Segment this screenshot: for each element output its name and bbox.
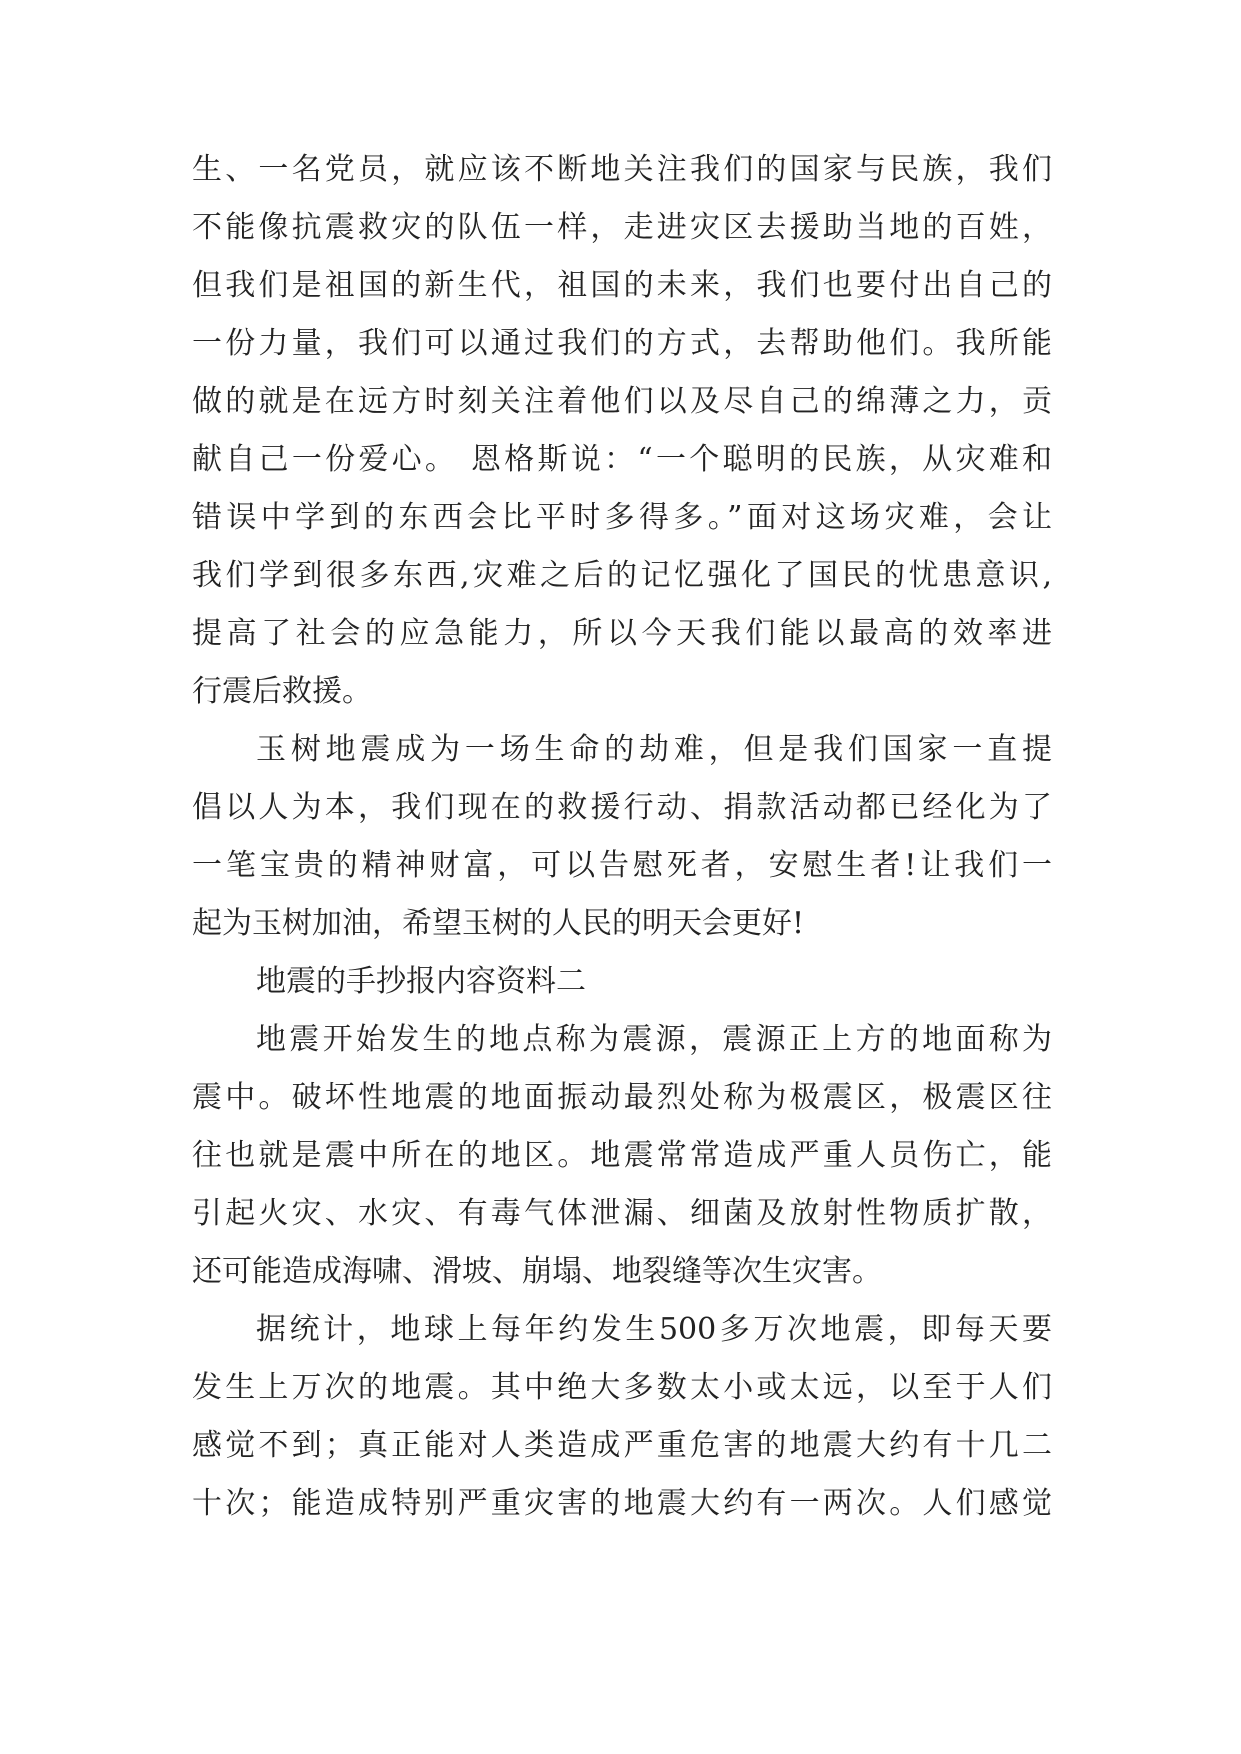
text-line-4: 一份力量，我们可以通过我们的方式，去帮助他们。我所能 (192, 326, 1052, 361)
text-line-14: 起为玉树加油，希望玉树的人民的明天会更好! (192, 906, 805, 941)
text-line-2: 不能像抗震救灾的队伍一样，走进灾区去援助当地的百姓， (192, 210, 1052, 245)
text-line-18: 往也就是震中所在的地区。地震常常造成严重人员伤亡，能 (192, 1138, 1052, 1173)
text-line-1: 生、一名党员，就应该不断地关注我们的国家与民族，我们 (192, 152, 1052, 187)
text-line-24: 十次；能造成特别严重灾害的地震大约有一两次。人们感觉 (192, 1486, 1052, 1521)
text-line-23: 感觉不到；真正能对人类造成严重危害的地震大约有十几二 (192, 1428, 1052, 1463)
text-line-6: 献自己一份爱心。 恩格斯说：“一个聪明的民族，从灾难和 (192, 442, 1052, 477)
section-heading: 地震的手抄报内容资料二 (256, 964, 586, 999)
text-line-3: 但我们是祖国的新生代，祖国的未来，我们也要付出自己的 (192, 268, 1052, 303)
text-line-9: 提高了社会的应急能力，所以今天我们能以最高的效率进 (192, 616, 1052, 651)
text-line-16: 地震开始发生的地点称为震源，震源正上方的地面称为 (256, 1022, 1052, 1057)
text-line-12: 倡以人为本，我们现在的救援行动、捐款活动都已经化为了 (192, 790, 1052, 825)
text-line-10: 行震后救援。 (192, 674, 372, 709)
text-line-8: 我们学到很多东西,灾难之后的记忆强化了国民的忧患意识, (192, 558, 1052, 593)
text-line-19: 引起火灾、水灾、有毒气体泄漏、细菌及放射性物质扩散， (192, 1196, 1052, 1231)
text-line-5: 做的就是在远方时刻关注着他们以及尽自己的绵薄之力，贡 (192, 384, 1052, 419)
text-line-17: 震中。破坏性地震的地面振动最烈处称为极震区，极震区往 (192, 1080, 1052, 1115)
text-line-7: 错误中学到的东西会比平时多得多。”面对这场灾难，会让 (192, 500, 1052, 535)
text-line-20: 还可能造成海啸、滑坡、崩塌、地裂缝等次生灾害。 (192, 1254, 882, 1289)
text-line-11: 玉树地震成为一场生命的劫难，但是我们国家一直提 (256, 732, 1052, 767)
text-line-13: 一笔宝贵的精神财富，可以告慰死者，安慰生者!让我们一 (192, 848, 1052, 883)
text-line-21: 据统计，地球上每年约发生500多万次地震，即每天要 (256, 1312, 1052, 1347)
text-line-22: 发生上万次的地震。其中绝大多数太小或太远，以至于人们 (192, 1370, 1052, 1405)
